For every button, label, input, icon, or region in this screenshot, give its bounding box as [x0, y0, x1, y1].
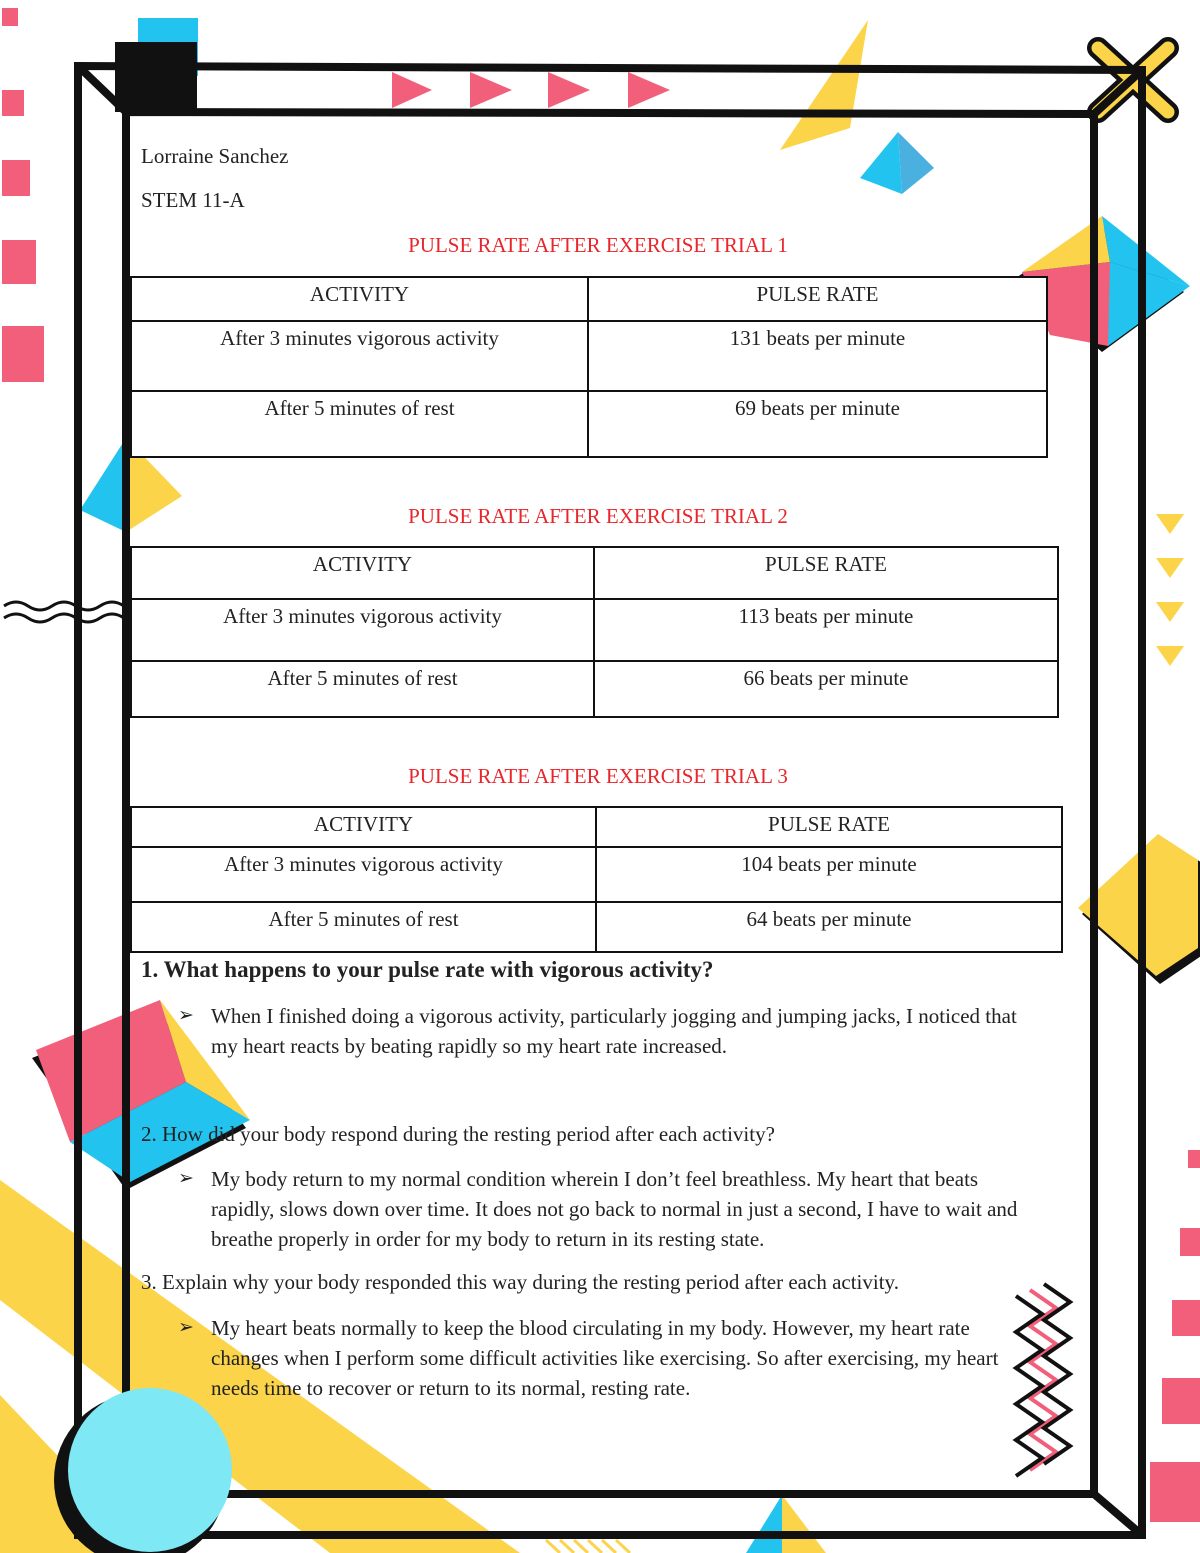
pink-triangle-shape	[392, 72, 432, 108]
answer-text: When I finished doing a vigorous activity, particularly jogging and jumping jacks, I noticed that my heart reacts by beating rapidly so my heart rate increased.	[211, 1004, 1017, 1058]
pulse-rate-table	[130, 806, 1063, 953]
answer-1	[178, 1001, 1038, 1061]
table-row	[131, 902, 1062, 952]
question-3: 3. Explain why your body responded this way during the resting period after each activity.	[141, 1270, 899, 1294]
question-2: 2. How did your body respond during the resting period after each activity?	[141, 1122, 775, 1146]
pink-square-shape	[1180, 1228, 1200, 1256]
column-header-pulse-rate: PULSE RATE	[596, 807, 1062, 847]
pink-square-shape	[2, 326, 44, 382]
column-header-activity: ACTIVITY	[131, 547, 594, 599]
column-header-activity: ACTIVITY	[131, 807, 596, 847]
yellow-triangle-shape	[1156, 646, 1184, 666]
blue-pyramid-shape	[898, 132, 934, 194]
pulse-rate-table	[130, 546, 1059, 718]
pink-triangle-shape	[470, 72, 512, 108]
pink-square-shape	[2, 160, 30, 196]
answer-text: My heart beats normally to keep the blood circulating in my body. However, my heart rate changes when I perform some difficult activities like exercising. So after exercising, my heart needs time to recover or return to its normal, resting rate.	[211, 1316, 999, 1400]
column-header-pulse-rate: PULSE RATE	[594, 547, 1058, 599]
table-row	[131, 661, 1058, 717]
column-header-activity: ACTIVITY	[131, 277, 588, 321]
pink-triangle-shape	[548, 72, 590, 108]
activity-cell: After 3 minutes vigorous activity	[131, 599, 594, 661]
table-header-row	[131, 547, 1058, 599]
pulse-rate-cell: 131 beats per minute	[588, 321, 1047, 391]
yellow-triangle-shape	[1156, 558, 1184, 578]
yellow-triangle-shape	[782, 1495, 826, 1553]
pink-square-shape	[1188, 1150, 1200, 1168]
yellow-triangle-shape	[1156, 602, 1184, 622]
answer-text: My body return to my normal condition wherein I don’t feel breathless. My heart that beats rapidly, slows down over time. It does not go back to normal in just a second, I have to wait and breathe properly in order for my body to return in its resting state.	[211, 1167, 1018, 1251]
pink-square-shape	[1172, 1300, 1200, 1336]
trial-title: PULSE RATE AFTER EXERCISE TRIAL 3	[408, 764, 788, 788]
pulse-rate-cell: 69 beats per minute	[588, 391, 1047, 457]
pink-square-shape	[2, 8, 18, 26]
activity-cell: After 3 minutes vigorous activity	[131, 321, 588, 391]
table-row	[131, 847, 1062, 902]
trial-title: PULSE RATE AFTER EXERCISE TRIAL 2	[408, 504, 788, 528]
yellow-triangle-shape	[780, 20, 868, 150]
student-name: Lorraine Sanchez	[141, 144, 289, 168]
table-row	[131, 599, 1058, 661]
light-cyan-circle-shape	[68, 1388, 232, 1552]
answer-2	[178, 1164, 1038, 1254]
arrow-bullet-icon: ➢	[178, 1005, 194, 1026]
pulse-rate-cell: 104 beats per minute	[596, 847, 1062, 902]
pink-square-shape	[1150, 1462, 1200, 1522]
arrow-bullet-icon: ➢	[178, 1317, 194, 1338]
pink-square-shape	[2, 90, 24, 116]
student-section: STEM 11-A	[141, 188, 245, 212]
activity-cell: After 3 minutes vigorous activity	[131, 847, 596, 902]
activity-cell: After 5 minutes of rest	[131, 661, 594, 717]
table-header-row	[131, 277, 1047, 321]
pulse-rate-cell: 64 beats per minute	[596, 902, 1062, 952]
black-square-shape	[115, 42, 197, 112]
question-1: 1. What happens to your pulse rate with vigorous activity?	[141, 957, 714, 982]
yellow-stripes-shape	[546, 1540, 630, 1553]
trial-title: PULSE RATE AFTER EXERCISE TRIAL 1	[408, 233, 788, 257]
table-row	[131, 321, 1047, 391]
pink-square-shape	[1162, 1378, 1200, 1424]
activity-cell: After 5 minutes of rest	[131, 391, 588, 457]
column-header-pulse-rate: PULSE RATE	[588, 277, 1047, 321]
answer-3	[178, 1313, 1038, 1403]
pulse-rate-cell: 66 beats per minute	[594, 661, 1058, 717]
pink-triangle-shape	[628, 72, 670, 108]
table-row	[131, 391, 1047, 457]
blue-pyramid-shape	[860, 132, 902, 194]
cyan-triangle-shape	[746, 1495, 782, 1553]
table-header-row	[131, 807, 1062, 847]
activity-cell: After 5 minutes of rest	[131, 902, 596, 952]
arrow-bullet-icon: ➢	[178, 1168, 194, 1189]
pulse-rate-cell: 113 beats per minute	[594, 599, 1058, 661]
pulse-rate-table	[130, 276, 1048, 458]
